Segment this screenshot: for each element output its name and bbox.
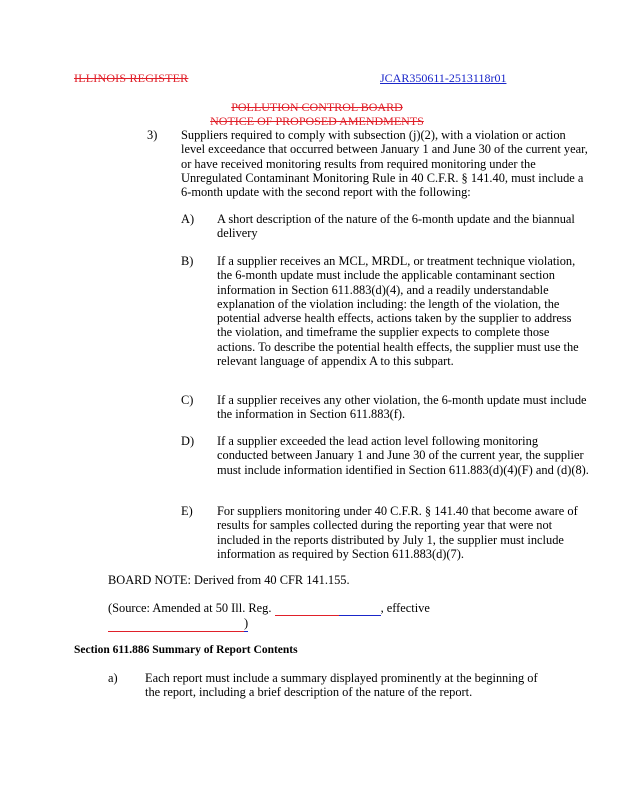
subitem-label: C): [181, 393, 194, 407]
subitem-text: A short description of the nature of the 6-month update and the biannual delivery: [217, 212, 575, 241]
jcar-code: JCAR350611-2513118r01: [380, 71, 507, 85]
board-name: POLLUTION CONTROL BOARD: [231, 100, 403, 114]
section-item-text: Each report must include a summary displayed prominently at the beginning of the report, including a brief description of the nature of the report.: [145, 671, 538, 700]
subitem-label: A): [181, 212, 195, 226]
subitem-text: If a supplier exceeded the lead action level following monitoring conducted between January 1 and June 30 of the current year, the supplier must include information identified in Section 611.883(d)(4)(F) and (d)(8).: [217, 434, 589, 477]
source-mid: , effective: [380, 601, 430, 615]
section-item-label: a): [108, 671, 118, 685]
effective-date-blank-2: [178, 616, 244, 631]
subitem-label: E): [181, 504, 193, 518]
subitem-text: If a supplier receives any other violation, the 6-month update must include the information in Section 611.883(f).: [217, 393, 587, 422]
board-heading: [150, 100, 484, 128]
subitem-label: D): [181, 434, 195, 448]
reg-page-blank: [339, 601, 381, 616]
item-label: 3): [147, 128, 158, 142]
subitem-label: B): [181, 254, 194, 268]
section-heading: Section 611.886 Summary of Report Contents: [74, 644, 298, 656]
item-text: Suppliers required to comply with subsection (j)(2), with a violation or action level exceedance that occurred between January 1 and June 30 of the current year, or have received monitoring results from required monitoring under the Unregulated Contaminant Monitoring Rule in 40 C.F.R. § 141.40, must include a 6-month update with the second report with the following:: [181, 128, 588, 200]
effective-date-blank: [108, 616, 178, 631]
reg-volume-blank: [275, 601, 339, 616]
register-header: ILLINOIS REGISTER: [74, 71, 189, 85]
board-note: BOARD NOTE: Derived from 40 CFR 141.155.: [108, 573, 350, 587]
subitem-text: For suppliers monitoring under 40 C.F.R. § 141.40 that become aware of results for samples collected during the reporting year that were not included in the reports distributed by July 1, the supplier must include information as required by Section 611.883(d)(7).: [217, 504, 578, 561]
source-end: ): [244, 616, 249, 631]
source-note: [108, 601, 438, 632]
subitem-text: If a supplier receives an MCL, MRDL, or treatment technique violation, the 6-month update must include the applicable contaminant section information in Section 611.883(d)(4), and a readily understandable explanation of the violation including: the length of the violation, the potential adverse health effects, actions taken by the supplier to address the violation, and timeframe the supplier expects to complete those actions. To describe the potential health effects, the supplier must use the relevant language of appendix A to this subpart.: [217, 254, 579, 369]
source-prefix: (Source: Amended at 50 Ill. Reg.: [108, 601, 272, 615]
notice-title: NOTICE OF PROPOSED AMENDMENTS: [210, 114, 424, 128]
